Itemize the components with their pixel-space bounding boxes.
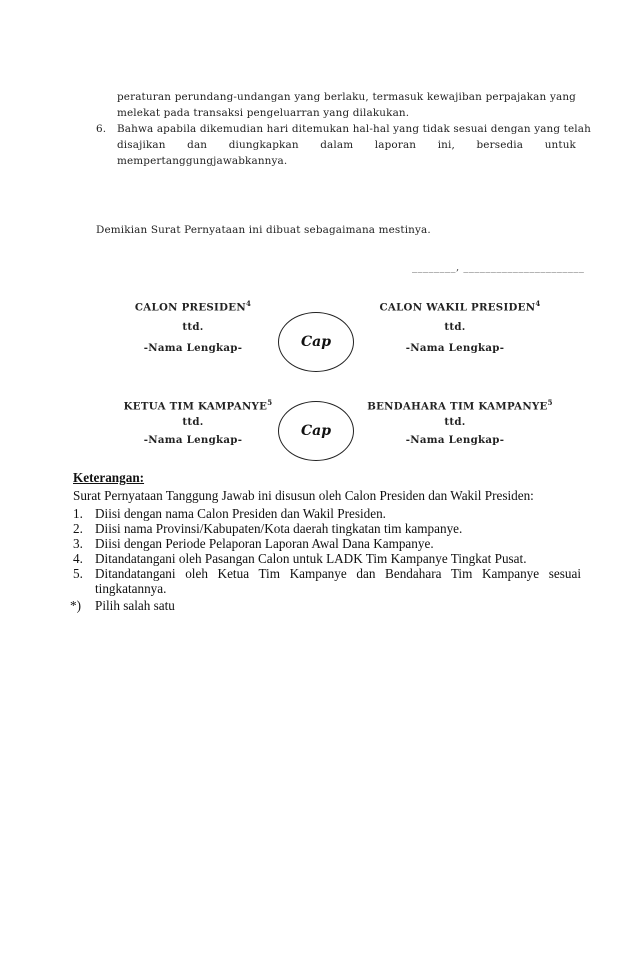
signature-name-bendahara-tim: -Nama Lengkap- [405,434,505,446]
keterangan-intro: Surat Pernyataan Tanggung Jawab ini disusun oleh Calon Presiden dan Wakil Presiden: [73,488,534,503]
closing-statement: Demikian Surat Pernyataan ini dibuat sebagaimana mestinya. [96,224,431,236]
clause-continuation-line-1: peraturan perundang-undangan yang berlaku, termasuk kewajiban perpajakan yang [117,91,576,103]
keterangan-item-1-number: 1. [73,506,83,521]
stamp-circle-2 [278,401,354,461]
stamp-label-1: Cap [300,334,331,350]
signature-title-calon-wakil-presiden: CALON WAKIL PRESIDEN$^4$ [379,299,541,314]
signature-title-calon-presiden: CALON PRESIDEN$^4$ [134,299,252,314]
keterangan-item-4-number: 4. [73,551,83,566]
signature-name-calon-presiden: -Nama Lengkap- [143,342,243,354]
keterangan-item-2-number: 2. [73,521,83,536]
keterangan-item-4-text: Ditandatangani oleh Pasangan Calon untuk LADK Tim Kampanye Tingkat Pusat. [95,551,527,566]
keterangan-title: Keterangan: [73,470,145,485]
keterangan-item-2-text: Diisi nama Provinsi/Kabupaten/Kota daerah tingkatan tim kampanye. [95,521,463,536]
signature-ttd-calon-presiden: ttd. [182,321,204,333]
keterangan-item-3-number: 3. [73,536,83,551]
clause-6-line-3: mempertanggungjawabkannya. [117,155,288,167]
place-date-line: ________, ______________________ [412,262,585,273]
clause-6-number: 6. [96,123,107,135]
keterangan-item-1-text: Diisi dengan nama Calon Presiden dan Wakil Presiden. [95,506,386,521]
keterangan-item-3-text: Diisi dengan Periode Pelaporan Laporan Awal Dana Kampanye. [95,536,434,551]
signature-ttd-calon-wakil-presiden: ttd. [444,321,466,333]
keterangan-item-5-text-line-1: Ditandatangani oleh Ketua Tim Kampanye dan Bendahara Tim Kampanye sesuai [95,566,581,581]
signature-ttd-ketua-tim: ttd. [182,416,204,428]
note-mark: *) [70,598,81,613]
signature-title-bendahara-tim: BENDAHARA TIM KAMPANYE$^5$ [367,398,553,413]
keterangan-item-5-text-line-2: tingkatannya. [95,581,167,596]
signature-name-ketua-tim: -Nama Lengkap- [143,434,243,446]
signature-name-calon-wakil-presiden: -Nama Lengkap- [405,342,505,354]
signature-ttd-bendahara-tim: ttd. [444,416,466,428]
clause-continuation-line-2: melekat pada transaksi pengeluarran yang dilakukan. [117,107,410,119]
stamp-circle-1 [278,312,354,372]
clause-6-line-1: Bahwa apabila dikemudian hari ditemukan hal-hal yang tidak sesuai dengan yang telah [117,123,591,135]
note-text: Pilih salah satu [95,598,175,613]
stamp-label-2: Cap [300,423,331,439]
keterangan-item-5-number: 5. [73,566,83,581]
clause-6-line-2: disajikan dan diungkapkan dalam laporan ini, bersedia untuk [117,139,576,151]
signature-title-ketua-tim: KETUA TIM KAMPANYE$^5$ [123,398,273,413]
